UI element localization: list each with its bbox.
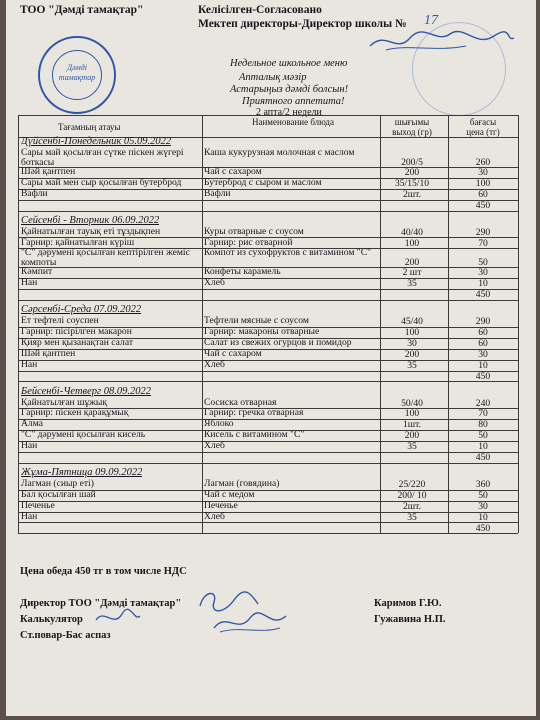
dish-name-kz: Гарнир: пісірілген макарон xyxy=(21,327,132,337)
day-row xyxy=(18,467,518,479)
wish-kz: Астарыңыз дәмді болсын! xyxy=(230,84,349,95)
day-row xyxy=(18,304,518,316)
dish-yield: 200 xyxy=(404,167,420,178)
day-title: Жұма-Пятница 09.09.2022 xyxy=(21,466,143,478)
dish-yield: 35 xyxy=(407,359,417,371)
dish-name-kz: Сары май мен сыр қосылған бутерброд xyxy=(21,177,182,188)
dish-name-ru: Сосиска отварная xyxy=(204,397,277,407)
dish-name-ru: Хлеб xyxy=(204,278,225,288)
dish-name-kz: Нан xyxy=(21,511,38,522)
dish-yield: 40/40 xyxy=(401,226,423,238)
dish-name-ru: Конфеты карамель xyxy=(204,267,281,277)
dish-name-ru: Бутерброд с сыром и маслом xyxy=(204,177,322,188)
table-grid-line xyxy=(518,115,519,533)
calculator-signature xyxy=(92,606,142,630)
dish-name-kz: Печенье xyxy=(21,500,55,511)
col-yield-ru: выход (гр) xyxy=(392,127,432,137)
menu-document xyxy=(6,0,536,716)
dish-price: 360 xyxy=(475,478,491,490)
dish-price: 60 xyxy=(478,188,488,200)
dish-name-kz: Лагман (сиыр еті) xyxy=(21,478,94,489)
dish-name-kz: Гарнир: піскен қарақұмық xyxy=(21,408,129,418)
company-name: ТОО "Дәмді тамақтар" xyxy=(20,4,144,16)
dish-name-kz: Кәмпит xyxy=(21,267,53,277)
dish-name-ru: Салат из свежих огурцов и помидор xyxy=(204,337,352,348)
dish-name-ru: Тефтели мясные с соусом xyxy=(204,316,309,326)
dish-price: 30 xyxy=(478,500,488,512)
col-price-kz: бағасы xyxy=(469,117,497,127)
dish-price: 30 xyxy=(478,348,488,360)
dish-name-ru: Чай с медом xyxy=(204,489,255,500)
dish-price: 30 xyxy=(478,167,488,178)
dish-yield: 45/40 xyxy=(401,316,423,328)
day-title: Сейсенбі - Вторник 06.09.2022 xyxy=(21,214,160,226)
dish-yield: 100 xyxy=(404,327,420,338)
dish-name-ru: Хлеб xyxy=(204,359,225,370)
dish-price: 50 xyxy=(478,489,488,501)
dish-yield: 200 xyxy=(404,257,420,269)
dish-name-kz: Қайнатылған шұжық xyxy=(21,397,108,407)
dish-name-kz: Вафли xyxy=(21,188,48,199)
dish-yield: 100 xyxy=(404,408,420,420)
dish-price: 10 xyxy=(478,441,488,453)
dish-name-kz: Қияр мен қызанақтан салат xyxy=(21,337,134,348)
dish-name-ru: Хлеб xyxy=(204,441,225,451)
table-grid-line xyxy=(18,115,19,533)
dish-name-kz: Қайнатылған тауық еті тұздықпен xyxy=(21,226,161,237)
dish-name-ru: Хлеб xyxy=(204,511,225,522)
day-total-row xyxy=(18,452,518,464)
dish-name-ru: Куры отварные с соусом xyxy=(204,226,304,237)
wish-ru: Приятного аппетита! xyxy=(242,96,345,107)
dish-name-ru: Гарнир: рис отварной xyxy=(204,237,293,247)
dish-name-kz: Нан xyxy=(21,441,38,451)
dish-name-kz: Шәй қантпен xyxy=(21,348,76,359)
director-school-label: Мектеп директоры-Директор школы № xyxy=(198,18,407,30)
dish-name-ru: Чай с сахаром xyxy=(204,348,262,359)
day-total: 450 xyxy=(475,289,491,301)
dish-price: 60 xyxy=(478,327,488,338)
company-stamp: Дәмді тамақтар xyxy=(38,36,116,114)
day-row xyxy=(18,215,518,227)
dish-name-ru: Лагман (говядина) xyxy=(204,478,280,489)
day-title: Сәрсенбі-Среда 07.09.2022 xyxy=(21,304,142,316)
day-total-row xyxy=(18,371,518,383)
menu-title-kz: Апталық мәзір xyxy=(239,72,307,83)
director-name: Каримов Г.Ю. xyxy=(374,598,442,609)
director-label: Директор ТОО "Дәмді тамақтар" xyxy=(20,598,182,609)
table-grid-line xyxy=(448,115,449,533)
menu-title-ru: Недельное школьное меню xyxy=(230,58,348,69)
dish-yield: 1шт. xyxy=(402,419,422,431)
dish-price: 290 xyxy=(475,316,491,328)
day-total: 450 xyxy=(475,370,491,382)
dish-yield: 35 xyxy=(407,278,417,290)
dish-name-ru: Каша кукурузная молочная с маслом xyxy=(204,148,355,158)
dish-yield: 200/ 10 xyxy=(397,489,427,501)
dish-price: 50 xyxy=(478,430,488,442)
col-yield-kz: шығымы xyxy=(394,117,430,127)
dish-name-kz: "С" дәрумені қосылған кептірілген жеміс компоты xyxy=(21,248,190,268)
dish-yield: 35 xyxy=(407,441,417,453)
menu-table xyxy=(18,115,518,537)
table-grid-line xyxy=(380,115,381,533)
dish-name-ru: Печенье xyxy=(204,500,238,511)
dish-name-kz: Нан xyxy=(21,359,38,370)
day-total: 450 xyxy=(475,452,491,463)
table-header xyxy=(18,115,518,138)
dish-name-kz: Шәй қантпен xyxy=(21,167,76,177)
menu-item-row xyxy=(18,148,518,168)
dish-yield: 2 шт xyxy=(402,267,422,279)
col-kz-name: Тағамның атауы xyxy=(58,122,121,132)
col-price-ru: цена (тг) xyxy=(466,127,500,137)
day-title: Дүйсенбі-Понедельник 05.09.2022 xyxy=(21,136,172,147)
menu-item-row xyxy=(18,248,518,268)
day-total-row xyxy=(18,200,518,212)
dish-name-ru: Гарнир: макароны отварные xyxy=(204,327,320,337)
day-total: 450 xyxy=(475,199,491,211)
table-grid-line xyxy=(202,115,203,533)
dish-name-kz: Гарнир: қайнатылған күріш xyxy=(21,237,135,247)
dish-name-kz: Бал қосылған шай xyxy=(21,489,96,500)
dish-name-kz: "С" дәрумені қосылған кисель xyxy=(21,430,146,440)
col-ru-name: Наименование блюда xyxy=(252,117,335,127)
calculator-label: Калькулятор xyxy=(20,614,83,625)
calculator-name: Гужавина Н.П. xyxy=(374,614,446,625)
dish-price: 10 xyxy=(478,511,488,523)
dish-name-ru: Чай с сахаром xyxy=(204,167,262,177)
dish-yield: 200 xyxy=(404,430,420,442)
dish-price: 50 xyxy=(478,257,488,269)
dish-yield: 200 xyxy=(404,348,420,360)
dish-price: 30 xyxy=(478,267,488,279)
dish-price: 290 xyxy=(475,226,491,238)
school-number: 17 xyxy=(424,13,438,28)
dish-price: 260 xyxy=(475,157,491,168)
approval-label: Келісілген-Согласовано xyxy=(198,4,322,16)
dish-price: 100 xyxy=(475,177,491,189)
dish-yield: 50/40 xyxy=(401,397,423,409)
week-label: 2 апта/2 недели xyxy=(256,107,322,118)
dish-name-kz: Ет тефтелі соуспен xyxy=(21,316,99,326)
cook-signature xyxy=(210,608,290,636)
dish-name-ru: Кисель с витамином "С" xyxy=(204,430,305,440)
dish-price: 10 xyxy=(478,359,488,371)
day-total-row xyxy=(18,289,518,301)
dish-name-ru: Компот из сухофруктов с витамином "С" xyxy=(204,248,372,258)
dish-yield: 35/15/10 xyxy=(394,177,430,189)
dish-price: 240 xyxy=(475,397,491,409)
day-row xyxy=(18,386,518,398)
dish-price: 70 xyxy=(478,408,488,420)
dish-yield: 100 xyxy=(404,237,420,249)
dish-yield: 200/5 xyxy=(401,157,423,168)
dish-yield: 25/220 xyxy=(398,478,426,490)
day-title: Бейсенбі-Четверг 08.09.2022 xyxy=(21,385,151,397)
day-row xyxy=(18,136,518,148)
dish-yield: 35 xyxy=(407,511,417,523)
dish-name-kz: Сары май қосылған сүтке піскен жүгері боткасы xyxy=(21,148,184,167)
dish-price: 70 xyxy=(478,237,488,249)
dish-yield: 2шт. xyxy=(402,188,422,200)
dish-name-ru: Яблоко xyxy=(204,419,234,429)
day-total: 450 xyxy=(475,522,491,534)
cook-label: Ст.повар-Бас аспаз xyxy=(20,630,111,641)
dish-yield: 2шт. xyxy=(402,500,422,512)
dish-price: 80 xyxy=(478,419,488,431)
day-total-row xyxy=(18,523,518,535)
price-note: Цена обеда 450 тг в том числе НДС xyxy=(20,566,187,577)
dish-name-kz: Нан xyxy=(21,278,38,288)
dish-yield: 30 xyxy=(407,337,417,349)
dish-name-kz: Алма xyxy=(21,419,43,429)
dish-name-ru: Вафли xyxy=(204,188,231,199)
dish-price: 10 xyxy=(478,278,488,290)
school-stamp xyxy=(412,22,506,116)
dish-price: 60 xyxy=(478,337,488,349)
dish-name-ru: Гарнир: гречка отварная xyxy=(204,408,304,418)
